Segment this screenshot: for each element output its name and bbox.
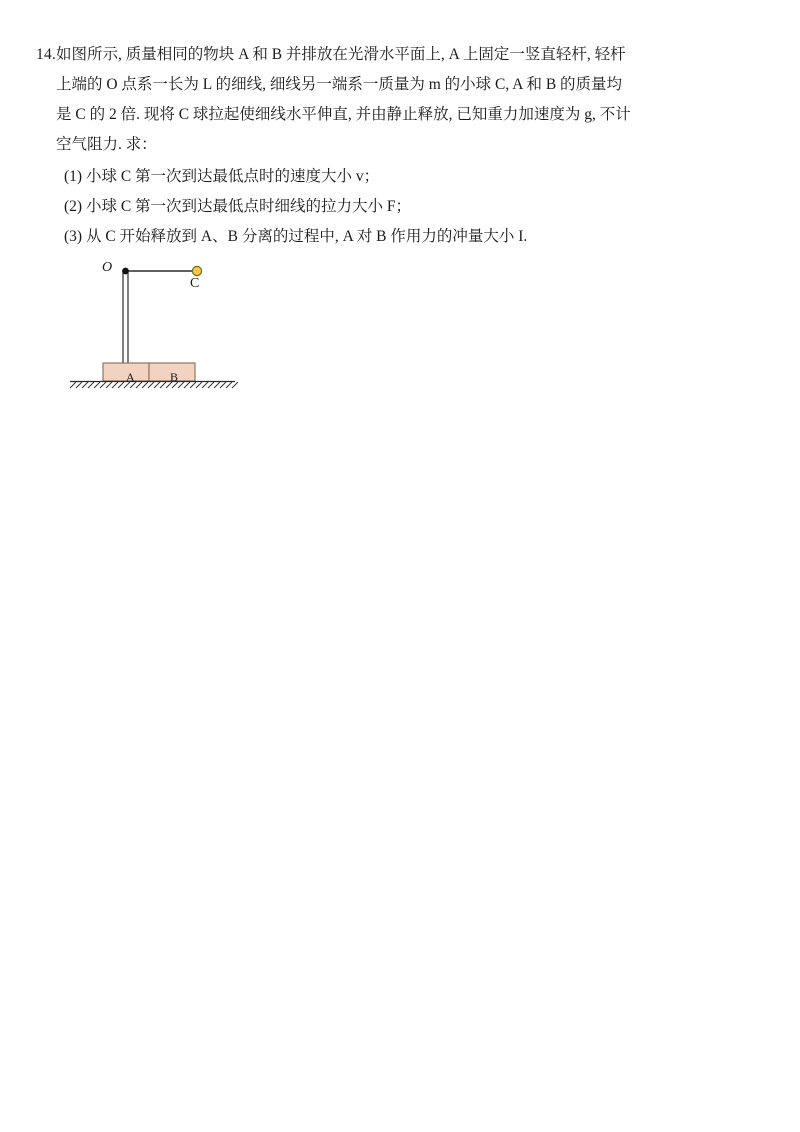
stem-line-4: 空气阻力. 求： <box>55 136 157 153</box>
stem-line-1: 如图所示, 质量相同的物块 A 和 B 并排放在光滑水平面上, A 上固定一竖直轻杆, 轻杆 <box>55 46 626 63</box>
sub-question-1: (1) 小球 C 第一次到达最低点时的速度大小 v； <box>64 168 380 185</box>
ball-C <box>192 266 201 275</box>
physics-figure <box>60 250 280 410</box>
sub-question-list <box>36 162 764 252</box>
label-block-B: B <box>170 370 179 384</box>
pivot-point-O <box>122 268 129 275</box>
question-stem <box>56 40 764 160</box>
question-number: 14. <box>36 46 56 63</box>
label-ball-C: C <box>190 276 200 291</box>
ground-hatching <box>70 382 238 388</box>
sub-question-2: (2) 小球 C 第一次到达最低点时细线的拉力大小 F； <box>64 198 412 215</box>
figure-svg <box>60 250 280 410</box>
label-pivot-O: O <box>102 260 113 275</box>
sub-question-3: (3) 从 C 开始释放到 A、B 分离的过程中, A 对 B 作用力的冲量大小 I. <box>64 228 528 245</box>
stem-line-2: 上端的 O 点系一长为 L 的细线, 细线另一端系一质量为 m 的小球 C, A 和 B 的质量均 <box>55 76 623 93</box>
stem-line-3: 是 C 的 2 倍. 现将 C 球拉起使细线水平伸直, 并由静止释放, 已知重力加速度为 g, 不计 <box>55 106 631 123</box>
problem-block <box>36 40 764 252</box>
label-block-A: A <box>126 370 135 384</box>
question-stem-row <box>36 40 764 160</box>
